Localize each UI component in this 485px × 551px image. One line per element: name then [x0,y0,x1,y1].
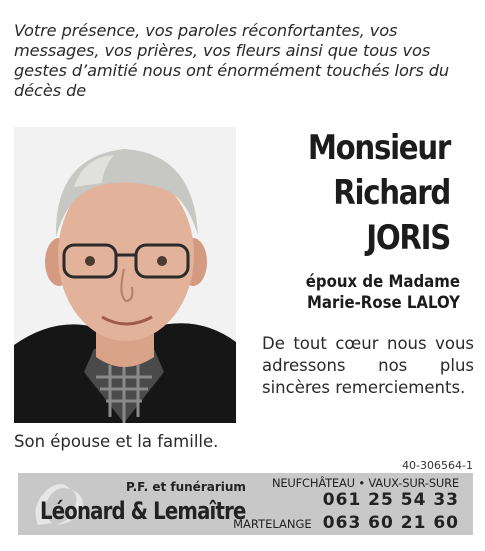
portrait-photo [14,127,236,423]
location-2: MARTELANGE [233,517,312,531]
funeral-home-ad [18,473,473,535]
funeral-home-subtitle: P.F. et funérarium [126,480,246,494]
intro-text: Votre présence, vos paroles réconfortantes, vos messages, vos prières, vos fleurs ainsi que tous vos gestes d’amitié nous ont énormément touchés lors du décès de [14,21,450,100]
location-1: NEUFCHÂTEAU • VAUX-SUR-SURE [271,476,459,490]
location-2-row [233,513,459,533]
funeral-home-name: Léonard & Lemaître [40,497,246,525]
deceased-name [274,126,450,261]
deceased-last-name: JORIS [366,218,450,258]
spouse-line-1: époux de Madame [305,272,460,292]
deceased-title: Monsieur [307,128,450,168]
spouse-info [275,272,460,314]
spouse-line-2: Marie-Rose LALOY [306,293,460,313]
reference-number: 40-306564-1 [402,459,473,472]
thanks-text: De tout cœur nous vous adressons nos plus sincères remerciements. [262,334,474,397]
portrait-illustration [14,127,236,423]
phone-1: 061 25 54 33 [322,490,459,510]
phone-2: 063 60 21 60 [322,513,459,533]
signature-text: Son épouse et la famille. [14,432,219,451]
deceased-first-name: Richard [333,173,450,213]
